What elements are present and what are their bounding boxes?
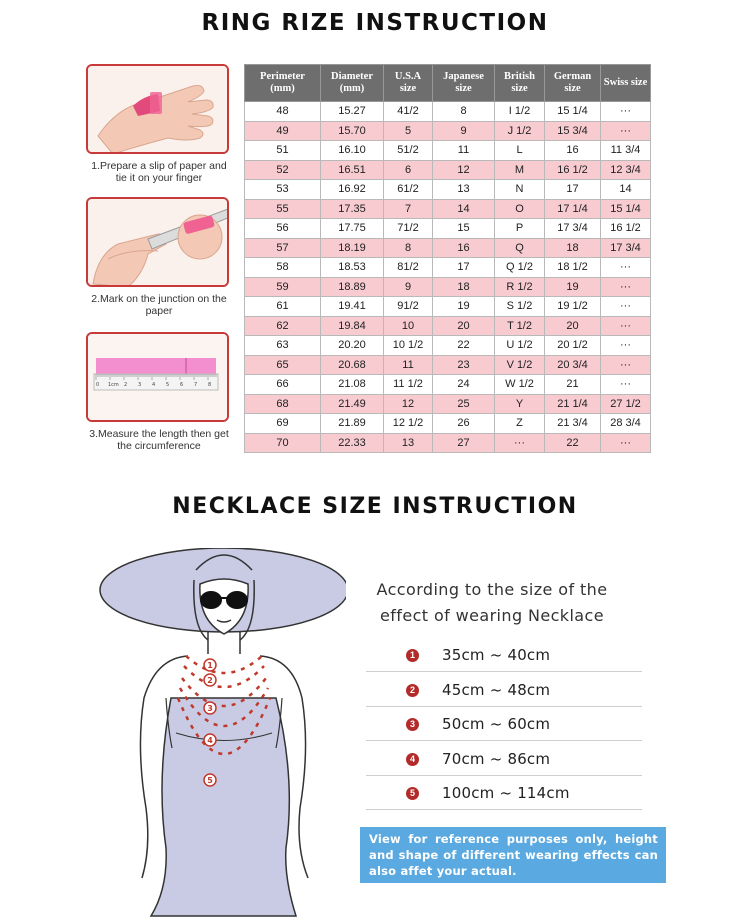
step-1 [86,64,232,184]
table-cell: N [495,180,545,200]
table-cell: 18.53 [321,258,384,278]
table-cell: 51/2 [384,141,433,161]
table-cell: 62 [245,316,321,336]
table-cell: 12 [433,160,495,180]
table-row [245,121,651,141]
ruler-label: 6 [180,382,184,388]
table-cell: 28 3/4 [601,414,651,434]
table-row [245,375,651,395]
table-cell: 16 1/2 [601,219,651,239]
table-cell: 20 [545,316,601,336]
table-cell: 57 [245,238,321,258]
table-cell: V 1/2 [495,355,545,375]
table-row [245,433,651,453]
ruler-measure-icon [88,334,229,422]
table-cell: 63 [245,336,321,356]
table-cell: ··· [601,297,651,317]
table-cell: 21 [545,375,601,395]
table-row [245,180,651,200]
table-cell: 21.89 [321,414,384,434]
table-cell: 65 [245,355,321,375]
figure-marker: 1 [207,661,213,670]
list-item [366,742,642,776]
table-cell: 20 [433,316,495,336]
list-item [366,707,642,741]
step-1-caption: 1.Prepare a slip of paper and tie it on your finger [91,160,227,184]
hand-with-paper-icon [88,66,229,154]
table-cell: 25 [433,394,495,414]
table-cell: 49 [245,121,321,141]
table-cell: ··· [601,355,651,375]
table-cell: ··· [601,121,651,141]
table-cell: P [495,219,545,239]
table-cell: 10 [384,316,433,336]
table-cell: 15.70 [321,121,384,141]
table-cell: 20 3/4 [545,355,601,375]
header-usa: U.S.A size [384,65,433,102]
table-row [245,258,651,278]
table-cell: R 1/2 [495,277,545,297]
figure-marker: 5 [207,776,213,785]
step-3-caption: 3.Measure the length then get the circumference [89,428,229,452]
list-item [366,673,642,707]
header-swiss: Swiss size [601,65,651,102]
table-cell: L [495,141,545,161]
table-cell: ··· [601,336,651,356]
table-row [245,141,651,161]
table-cell: W 1/2 [495,375,545,395]
length-range: 35cm ~ 40cm [442,646,551,664]
table-cell: 16 [545,141,601,161]
necklace-intro [352,577,632,629]
table-cell: 22.33 [321,433,384,453]
table-cell: 21.08 [321,375,384,395]
table-cell: 27 [433,433,495,453]
table-cell: 61 [245,297,321,317]
header-british: British size [495,65,545,102]
number-badge: 3 [406,718,419,731]
table-cell: 21 1/4 [545,394,601,414]
table-cell: 9 [433,121,495,141]
table-cell: 16.51 [321,160,384,180]
table-cell: 22 [433,336,495,356]
ruler-label: 1cm [108,382,119,388]
woman-in-hat-illustration [96,548,346,918]
table-cell: 68 [245,394,321,414]
table-cell: T 1/2 [495,316,545,336]
table-cell: Q [495,238,545,258]
table-cell: 19 [433,297,495,317]
table-cell: 16.92 [321,180,384,200]
table-cell: 56 [245,219,321,239]
table-cell: 71/2 [384,219,433,239]
table-cell: 11 1/2 [384,375,433,395]
header-diameter: Diameter (mm) [321,65,384,102]
table-row [245,297,651,317]
table-cell: 18 [545,238,601,258]
table-cell: ··· [601,375,651,395]
ruler-label: 2 [124,382,128,388]
table-cell: 18 [433,277,495,297]
table-cell: 17.75 [321,219,384,239]
intro-line-2: effect of wearing Necklace [380,606,604,625]
table-cell: 22 [545,433,601,453]
table-cell: 55 [245,199,321,219]
table-cell: 18.19 [321,238,384,258]
table-cell: 9 [384,277,433,297]
table-cell: 53 [245,180,321,200]
number-badge: 1 [406,649,419,662]
table-cell: 58 [245,258,321,278]
table-cell: 17.35 [321,199,384,219]
table-cell: 16 [433,238,495,258]
table-cell: ··· [601,277,651,297]
table-row [245,238,651,258]
header-german: German size [545,65,601,102]
table-cell: ··· [601,102,651,122]
table-cell: 15 3/4 [545,121,601,141]
number-badge: 2 [406,684,419,697]
table-cell: ··· [601,433,651,453]
table-cell: 11 3/4 [601,141,651,161]
table-row [245,316,651,336]
table-cell: 17 3/4 [601,238,651,258]
necklace-size-title: NECKLACE SIZE INSTRUCTION [172,494,578,519]
table-cell: 13 [384,433,433,453]
step-2 [86,197,232,317]
step-3 [86,332,232,452]
table-cell: 12 3/4 [601,160,651,180]
table-cell: Q 1/2 [495,258,545,278]
table-cell: 14 [433,199,495,219]
number-badge: 4 [406,753,419,766]
table-cell: 91/2 [384,297,433,317]
table-cell: Y [495,394,545,414]
table-cell: ··· [601,258,651,278]
table-cell: 66 [245,375,321,395]
ruler-label: 3 [138,382,142,388]
table-cell: 81/2 [384,258,433,278]
table-cell: 19 1/2 [545,297,601,317]
table-cell: J 1/2 [495,121,545,141]
table-cell: 23 [433,355,495,375]
step-2-caption: 2.Mark on the junction on the paper [91,293,227,317]
length-range: 70cm ~ 86cm [442,749,551,768]
figure-marker: 4 [207,736,213,745]
table-cell: 69 [245,414,321,434]
table-cell: 11 [384,355,433,375]
number-badge: 5 [406,787,419,800]
table-row [245,355,651,375]
ruler-label: 4 [152,382,156,388]
table-cell: 18.89 [321,277,384,297]
intro-line-1: According to the size of the [376,580,608,599]
table-cell: O [495,199,545,219]
table-cell: 6 [384,160,433,180]
table-cell: M [495,160,545,180]
table-cell: 51 [245,141,321,161]
table-row [245,277,651,297]
table-cell: 59 [245,277,321,297]
table-cell: 17 [433,258,495,278]
table-cell: 20.20 [321,336,384,356]
table-row [245,336,651,356]
table-row [245,394,651,414]
table-cell: 41/2 [384,102,433,122]
table-cell: U 1/2 [495,336,545,356]
table-cell: 5 [384,121,433,141]
table-cell: 21 3/4 [545,414,601,434]
table-cell: 15 1/4 [601,199,651,219]
table-row [245,102,651,122]
table-row [245,414,651,434]
table-cell: 17 3/4 [545,219,601,239]
list-item [366,776,642,810]
woman-figure [96,548,346,918]
table-cell: 13 [433,180,495,200]
ruler-label: 8 [208,382,212,388]
table-cell: I 1/2 [495,102,545,122]
table-cell: 20.68 [321,355,384,375]
table-cell: 17 1/4 [545,199,601,219]
table-cell: ··· [495,433,545,453]
table-cell: 10 1/2 [384,336,433,356]
table-cell: 15 1/4 [545,102,601,122]
step-2-image [86,197,229,287]
ring-size-table [244,64,651,453]
table-cell: 8 [433,102,495,122]
table-cell: 14 [601,180,651,200]
figure-marker: 3 [207,704,213,713]
table-cell: 19 [545,277,601,297]
header-japanese: Japanese size [433,65,495,102]
marking-paper-icon [88,199,229,287]
figure-marker: 2 [207,676,213,685]
ruler-label: 7 [194,382,198,388]
length-range: 100cm ~ 114cm [442,784,570,802]
table-cell: 21.49 [321,394,384,414]
table-cell: 15 [433,219,495,239]
ring-size-title: RING RIZE INSTRUCTION [201,10,549,36]
table-cell: 16 1/2 [545,160,601,180]
table-cell: 61/2 [384,180,433,200]
table-cell: 24 [433,375,495,395]
ruler-label: 0 [96,382,100,388]
length-range: 45cm ~ 48cm [442,680,551,699]
list-item [366,638,642,672]
table-cell: 19.41 [321,297,384,317]
ruler-label: 5 [166,382,170,388]
table-cell: S 1/2 [495,297,545,317]
table-cell: 27 1/2 [601,394,651,414]
header-perimeter: Perimeter (mm) [245,65,321,102]
length-range: 50cm ~ 60cm [442,715,551,733]
table-row [245,199,651,219]
table-cell: 12 [384,394,433,414]
table-cell: Z [495,414,545,434]
table-row [245,160,651,180]
table-cell: 18 1/2 [545,258,601,278]
table-cell: 26 [433,414,495,434]
table-cell: 20 1/2 [545,336,601,356]
table-cell: 70 [245,433,321,453]
table-cell: ··· [601,316,651,336]
table-cell: 11 [433,141,495,161]
table-cell: 15.27 [321,102,384,122]
table-cell: 17 [545,180,601,200]
step-1-image [86,64,229,154]
table-row [245,219,651,239]
table-cell: 12 1/2 [384,414,433,434]
table-cell: 52 [245,160,321,180]
table-cell: 16.10 [321,141,384,161]
reference-note: View for reference purposes only, height and shape of different wearing effects can also affet your actual. [360,827,666,883]
table-cell: 8 [384,238,433,258]
table-header-row [245,65,651,102]
table-cell: 7 [384,199,433,219]
table-cell: 19.84 [321,316,384,336]
step-3-image [86,332,229,422]
table-cell: 48 [245,102,321,122]
